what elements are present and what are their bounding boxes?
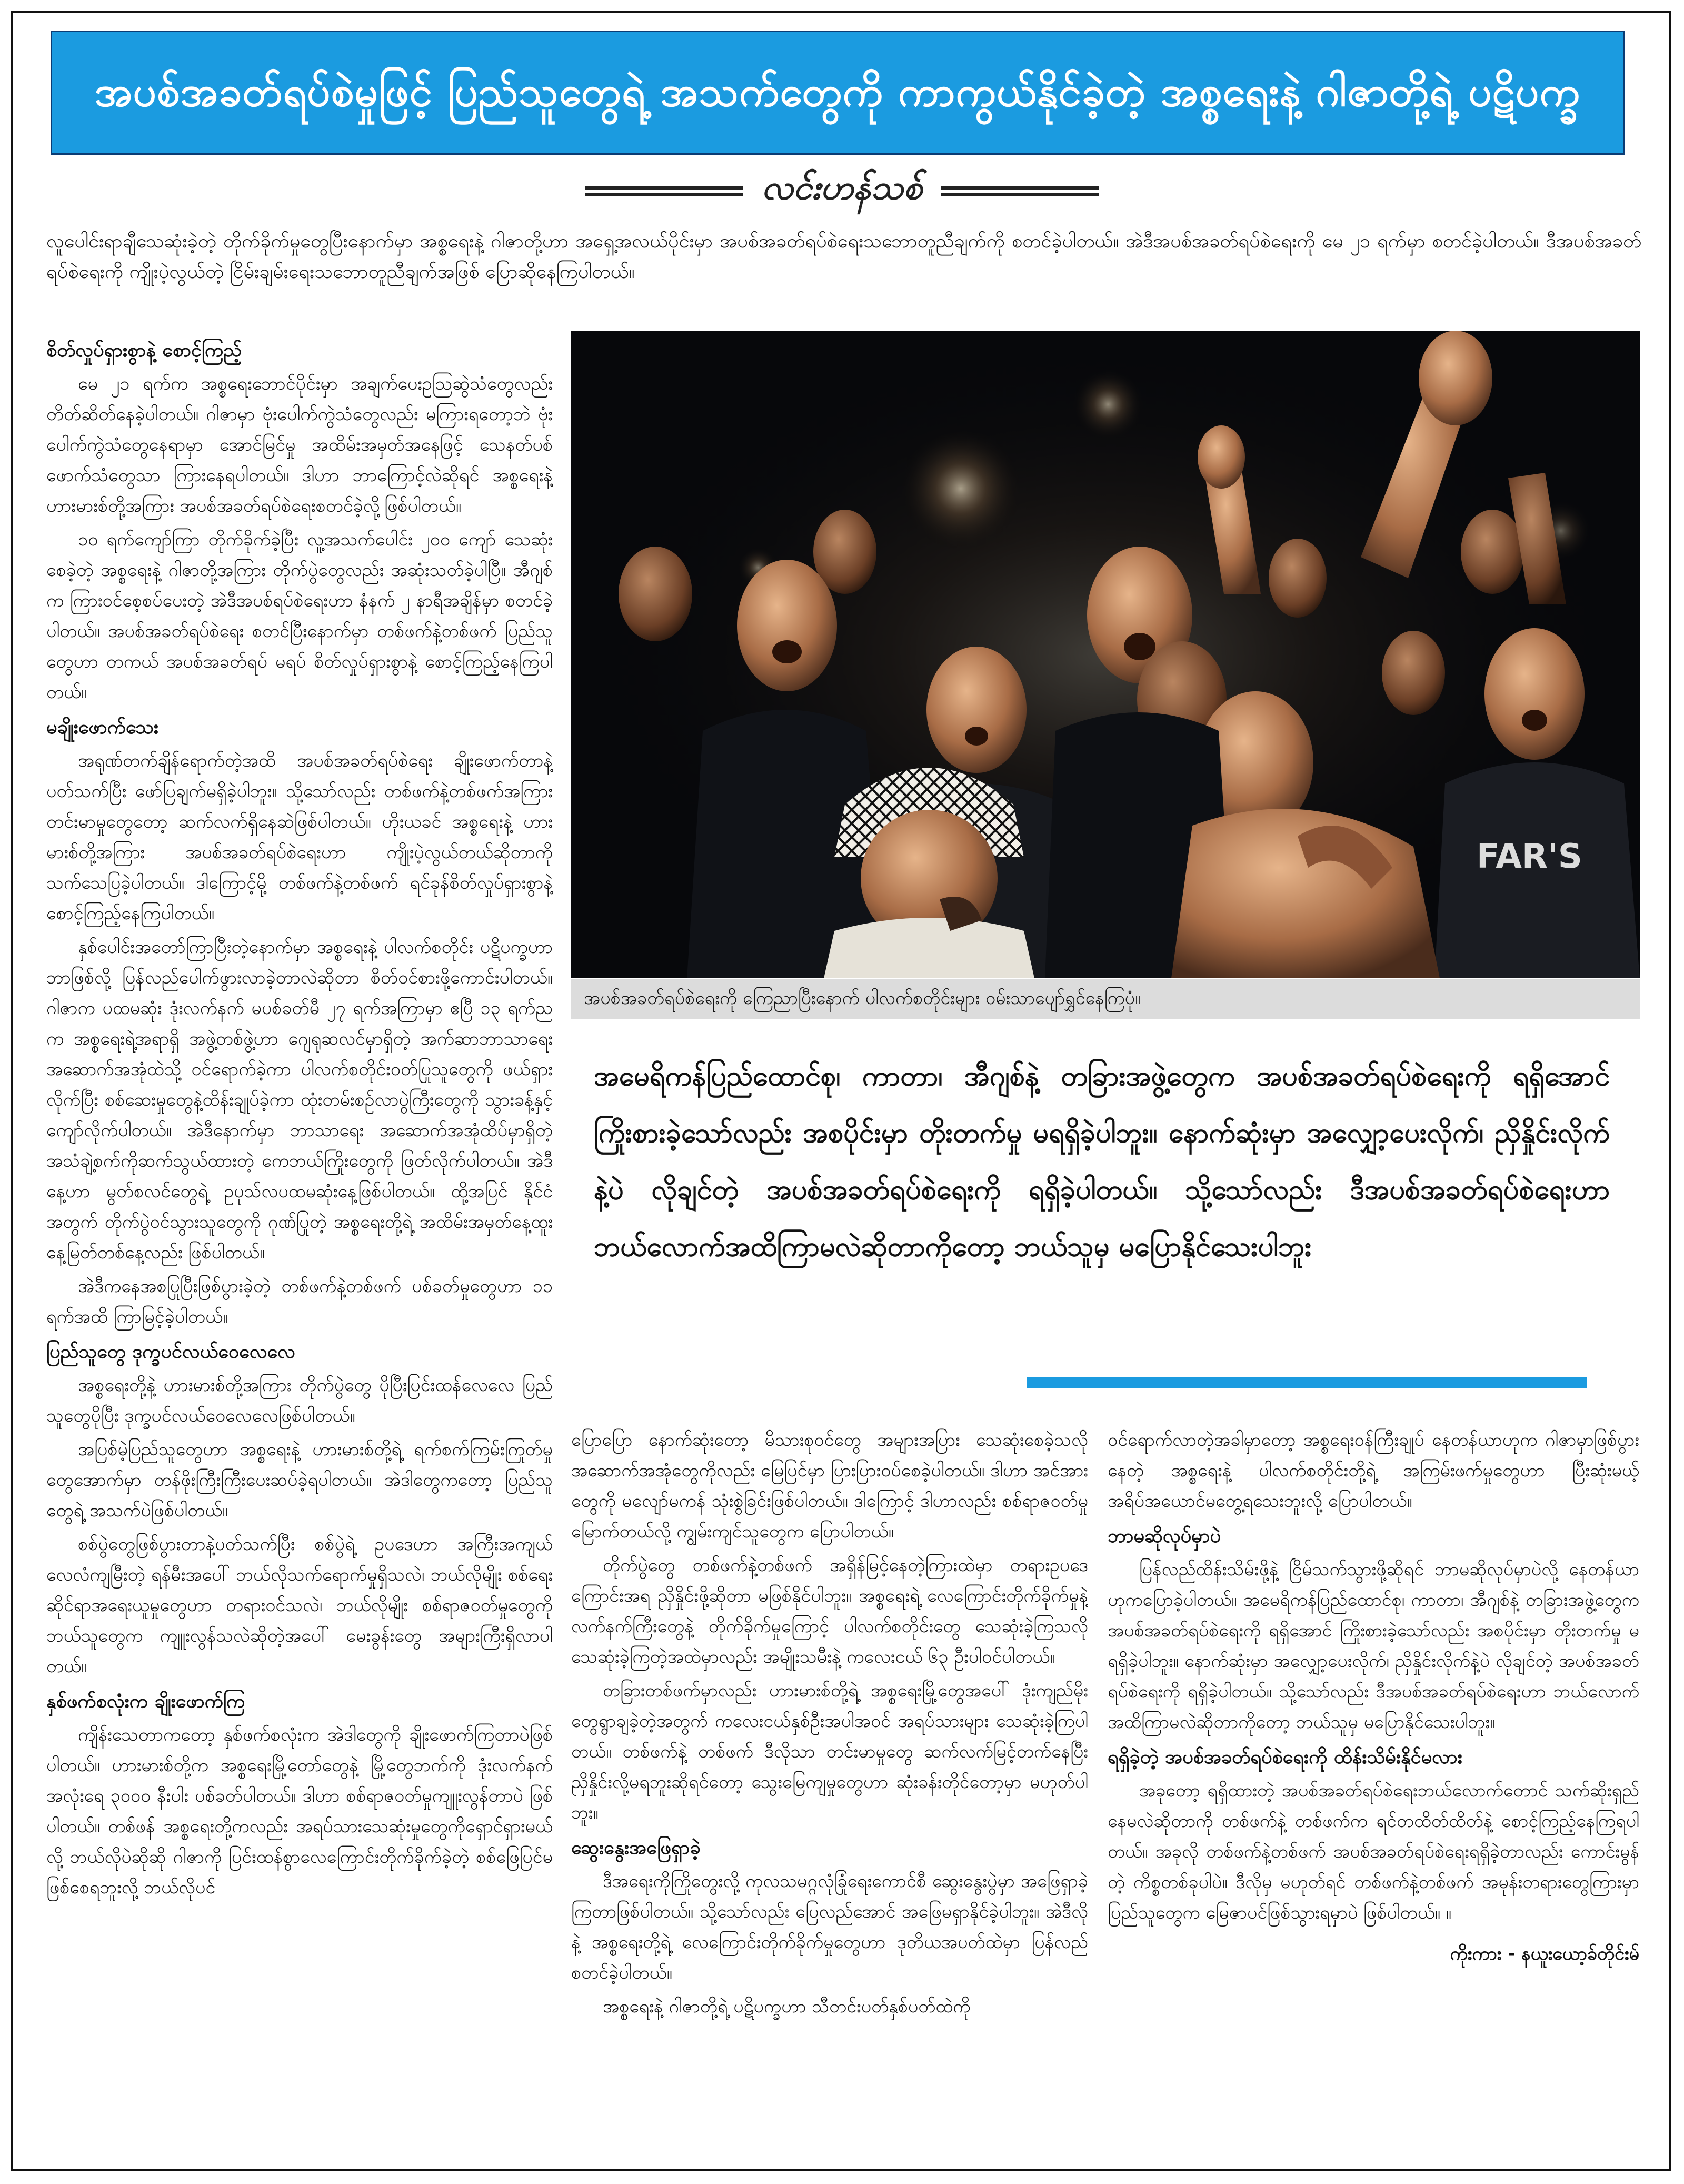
subheading: စိတ်လှုပ်ရှားစွာနဲ့ စောင့်ကြည့် — [46, 340, 242, 361]
paragraph: ကျိန်းသေတာကတော့ နှစ်ဖက်စလုံးက အဲဒါတွေကို ချိုးဖောက်ကြတာပဲဖြစ်ပါတယ်။ ဟားမားစ်တို့က အစ္စရေးမြို့တော်တွေနဲ့ မြို့တွေဘက်ကို ဒုံးလက်နက် အလုံးရေ ၃၀၀၀ နီးပါး ပစ်ခတ်ပါတယ်။ ဒါဟာ စစ်ရာဇဝတ်မှုကျူးလွန်တာပဲ ဖြစ်ပါတယ်။ တစ်ဖန် အစ္စရေးတို့ကလည်း အရပ်သားသေဆုံးမှုတွေကိုရှောင်ရှားမယ်လို့ ဘယ်လိုပဲဆိုဆို ဂါဇာကို ပြင်းထန်စွာလေကြောင်းတိုက်ခိုက်ခဲ့တဲ့ စစ်ဖြေပြင်မဖြစ်စေရဘူးလို့ ဘယ်လိုပင် — [46, 1724, 553, 1898]
paragraph: အခုတော့ ရရှိထားတဲ့ အပစ်အခတ်ရပ်စဲရေးဘယ်လောက်တောင် သက်ဆိုးရှည်နေမလဲဆိုတာကို တစ်ဖက်နဲ့ တစ်ဖက်က ရင်တထိတ်ထိတ်နဲ့ စောင့်ကြည့်နေကြရပါတယ်။ အခုလို တစ်ဖက်နဲ့တစ်ဖက် အပစ်အခတ်ရပ်စဲရေးရရှိခဲ့တာလည်း ကောင်းမွန်တဲ့ ကိစ္စတစ်ခုပါပဲ။ ဒီလိုမှ မဟုတ်ရင် တစ်ဖက်နဲ့တစ်ဖက် အမုန်းတရားတွေကြားမှာ ပြည်သူတွေက မြေဇာပင်ဖြစ်သွားရမှာပဲ ဖြစ်ပါတယ်။ ။ — [1108, 1780, 1639, 1923]
byline-rule-left — [585, 186, 743, 196]
subheading: ရရှိခဲ့တဲ့ အပစ်အခတ်ရပ်စဲရေးကို ထိန်းသိမ်းနိုင်မလား — [1108, 1746, 1462, 1768]
shirt-print: FAR'S — [1477, 837, 1582, 876]
source-credit: ကိုးကား - နယူးယော့ခ်တိုင်းမ် — [1450, 1943, 1639, 1964]
paragraph: နှစ်ပေါင်းအတော်ကြာပြီးတဲ့နောက်မှာ အစ္စရေးနဲ့ ပါလက်စတိုင်း ပဋိပက္ခဟာ ဘာဖြစ်လို့ ပြန်လည်ပေါက်ဖွားလာခဲ့တာလဲဆိုတာ စိတ်ဝင်စားဖို့ကောင်းပါတယ်။ ဂါဇာက ပထမဆုံး ဒုံးလက်နက် မပစ်ခတ်မီ ၂၇ ရက်အကြာမှာ ဧပြီ ၁၃ ရက်ညက အစ္စရေးရဲ့အရာရှိ အဖွဲ့တစ်ဖွဲ့ဟာ ဂျေရုဆလင်မှာရှိတဲ့ အက်ဆာဘာသာရေး အဆောက်အအုံထဲသို့ ဝင်ရောက်ခဲ့ကာ ပါလက်စတိုင်းဝတ်ပြုသူတွေကို ဖယ်ရှားလိုက်ပြီး စစ်ဆေးမှုတွေနဲ့ထိန်းချုပ်ခဲ့ကာ ထုံးတမ်းစဉ်လာပွဲကြီးတွေကို သွားခန့်နှင့်ကျော်လိုက်ပါတယ်။ အဲဒီနောက်မှာ ဘာသာရေး အဆောက်အအုံထိပ်မှာရှိတဲ့ အသံချဲ့စက်ကိုဆက်သွယ်ထားတဲ့ ကေဘယ်ကြိုးတွေကို ဖြတ်လိုက်ပါတယ်။ အဲဒီနေ့ဟာ မွတ်စလင်တွေရဲ့ ဥပုသ်လပထမဆုံးနေ့ဖြစ်ပါတယ်။ ထို့အပြင် နိုင်ငံအတွက် တိုက်ပွဲဝင်သွားသူတွေကို ဂုဏ်ပြုတဲ့ အစ္စရေးတို့ရဲ့ အထိမ်းအမှတ်နေ့ထူးနေ့မြတ်တစ်နေ့လည်း ဖြစ်ပါတယ်။ — [46, 937, 553, 1263]
byline: လင်းဟန်သစ် — [761, 168, 923, 207]
pull-quote-accent-bar — [1027, 1377, 1587, 1388]
middle-column — [571, 1425, 1088, 2157]
paragraph: တိုက်ပွဲတွေ တစ်ဖက်နဲ့တစ်ဖက် အရှိန်မြင့်နေတဲ့ကြားထဲမှာ တရားဥပဒေကြောင်းအရ ညှိနှိုင်းဖို့ဆိုတာ မဖြစ်နိုင်ပါဘူး။ အစ္စရေးရဲ့ လေကြောင်းတိုက်ခိုက်မှုနဲ့ လက်နက်ကြီးတွေနဲ့ တိုက်ခိုက်မှုကြောင့် ပါလက်စတိုင်းတွေ သေဆုံးခဲ့ကြသလို သေဆုံးခဲ့ကြတဲ့အထဲမှာလည်း အမျိုးသမီးနဲ့ ကလေးငယ် ၆၃ ဦးပါဝင်ပါတယ်။ — [571, 1555, 1088, 1667]
paragraph: ပြောပြော နောက်ဆုံးတော့ မိသားစုဝင်တွေ အများအပြား သေဆုံးစေခဲ့သလို အဆောက်အအုံတွေကိုလည်း မြေပြင်မှာ ပြားပြားဝပ်စေခဲ့ပါတယ်။ ဒါဟာ အင်အားတွေကို မလျော်မကန် သုံးစွဲခြင်းဖြစ်ပါတယ်။ ဒါကြောင့် ဒါဟာလည်း စစ်ရာဇဝတ်မှုမြောက်တယ်လို့ ကျွမ်းကျင်သူတွေက ပြောပါတယ်။ — [571, 1429, 1088, 1542]
subheading: ပြည်သူတွေ ဒုက္ခပင်လယ်ဝေလေလေ — [46, 1341, 295, 1363]
paragraph: မေ ၂၁ ရက်က အစ္စရေးဘောင်ပိုင်းမှာ အချက်ပေးဥသြဆွဲသံတွေလည်း တိတ်ဆိတ်နေခဲ့ပါတယ်။ ဂါဇာမှာ ဗုံးပေါက်ကွဲသံတွေလည်း မကြားရတော့ဘဲ ဗုံးပေါက်ကွဲသံတွေနေရာမှာ အောင်မြင်မှု အထိမ်းအမှတ်အနေဖြင့် သေနတ်ပစ်ဖောက်သံတွေသာ ကြားနေရပါတယ်။ ဒါဟာ ဘာကြောင့်လဲဆိုရင် အစ္စရေးနဲ့ ဟားမားစ်တို့အကြား အပစ်အခတ်ရပ်စဲရေးစတင်ခဲ့လို့ဖြစ်ပါတယ်။ — [46, 373, 553, 517]
paragraph: ဝင်ရောက်လာတဲ့အခါမှာတော့ အစ္စရေးဝန်ကြီးချုပ် နေတန်ယာဟုက ဂါဇာမှာဖြစ်ပွားနေတဲ့ အစ္စရေးနဲ့ ပါလက်စတိုင်းတို့ရဲ့ အကြမ်းဖက်မှုတွေဟာ ပြီးဆုံးမယ့် အရိပ်အယောင်မတွေ့ရသေးဘူးလို့ ပြောပါတယ်။ — [1108, 1429, 1639, 1512]
paragraph: ၁၀ ရက်ကျော်ကြာ တိုက်ခိုက်ခဲ့ပြီး လူ့အသက်ပေါင်း ၂၀၀ ကျော် သေဆုံးစေခဲ့တဲ့ အစ္စရေးနဲ့ ဂါဇာတို့အကြား တိုက်ပွဲတွေလည်း အဆုံးသတ်ခဲ့ပါပြီ။ အီဂျစ်က ကြားဝင်စေ့စပ်ပေးတဲ့ အဲဒီအပစ်ရပ်စဲရေးဟာ နံနက် ၂ နာရီအချိန်မှာ စတင်ခဲ့ပါတယ်။ အပစ်အခတ်ရပ်စဲရေး စတင်ပြီးနောက်မှာ တစ်ဖက်နဲ့တစ်ဖက် ပြည်သူတွေဟာ တကယ် အပစ်အခတ်ရပ် မရပ် စိတ်လှုပ်ရှားစွာနဲ့ စောင့်ကြည့်နေကြပါတယ်။ — [46, 529, 553, 703]
subheading: ဆွေးနွေးအဖြေရှာခဲ့ — [571, 1837, 701, 1859]
paragraph: တခြားတစ်ဖက်မှာလည်း ဟားမားစ်တို့ရဲ့ အစ္စရေးမြို့တွေအပေါ် ဒုံးကျည်မိုးတွေရွာချခဲ့တဲ့အတွက် ကလေးငယ်နှစ်ဦးအပါအဝင် အရပ်သားများ သေဆုံးခဲ့ကြပါတယ်။ တစ်ဖက်နဲ့ တစ်ဖက် ဒီလိုသာ တင်းမာမှုတွေ ဆက်လက်မြင့်တက်နေပြီး ညှိနှိုင်းလို့မရဘူးဆိုရင်တော့ သွေးမြေကျမှုတွေဟာ ဆုံးခန်းတိုင်တော့မှာ မဟုတ်ပါဘူး။ — [571, 1680, 1088, 1823]
paragraph: အစ္စရေးနဲ့ ဂါဇာတို့ရဲ့ ပဋိပက္ခဟာ သီတင်းပတ်နှစ်ပတ်ထဲကို — [603, 1996, 971, 2017]
byline-row — [0, 167, 1684, 215]
lede-paragraph: လူပေါင်းရာချီသေဆုံးခဲ့တဲ့ တိုက်ခိုက်မှုတွေပြီးနောက်မှာ အစ္စရေးနဲ့ ဂါဇာတို့ဟာ အရှေ့အလယ်ပိုင်းမှာ အပစ်အခတ်ရပ်စဲရေးသဘောတူညီချက်ကို စတင်ခဲ့ပါတယ်။ အဲဒီအပစ်အခတ်ရပ်စဲရေးကို မေ ၂၁ ရက်မှာ စတင်ခဲ့ပါတယ်။ ဒီအပစ်အခတ်ရပ်စဲရေးကို ကျိုးပဲ့လွယ်တဲ့ ငြိမ်းချမ်းရေးသဘောတူညီချက်အဖြစ် ပြောဆိုနေကြပါတယ်။ — [46, 231, 1641, 283]
right-column — [1108, 1425, 1639, 2157]
byline-rule-right — [941, 186, 1099, 196]
headline-banner — [51, 31, 1625, 155]
photo-caption-box — [571, 979, 1640, 1019]
headline: အပစ်အခတ်ရပ်စဲမှုဖြင့် ပြည်သူတွေရဲ့ အသက်တွေကို ကာကွယ်နိုင်ခဲ့တဲ့ အစ္စရေးနဲ့ ဂါဇာတို့ရဲ့ ပဋိပက္ခ — [95, 68, 1580, 116]
paragraph: အဲဒီကနေအစပြုပြီးဖြစ်ပွားခဲ့တဲ့ တစ်ဖက်နဲ့တစ်ဖက် ပစ်ခတ်မှုတွေဟာ ၁၁ ရက်အထိ ကြာမြင့်ခဲ့ပါတယ်။ — [46, 1276, 553, 1327]
subheading: မချိုးဖောက်သေး — [46, 717, 159, 738]
photo-caption: အပစ်အခတ်ရပ်စဲရေးကို ကြေညာပြီးနောက် ပါလက်စတိုင်းများ ဝမ်းသာပျော်ရွှင်နေကြပုံ။ — [584, 987, 1141, 1009]
paragraph: အပြစ်မဲ့ပြည်သူတွေဟာ အစ္စရေးနဲ့ ဟားမားစ်တို့ရဲ့ ရက်စက်ကြမ်းကြုတ်မှုတွေအောက်မှာ တန်ဖိုးကြီးကြီးပေးဆပ်ခဲ့ရပါတယ်။ အဲဒါတွေကတော့ ပြည်သူတွေရဲ့ အသက်ပဲဖြစ်ပါတယ်။ — [46, 1439, 553, 1521]
paragraph: ပြန်လည်ထိန်းသိမ်းဖို့နဲ့ ငြိမ်သက်သွားဖို့ဆိုရင် ဘာမဆိုလုပ်မှာပဲလို့ နေတန်ယာဟုကပြောခဲ့ပါတယ်။ အမေရိကန်ပြည်ထောင်စု၊ ကာတာ၊ အီဂျစ်နဲ့ တခြားအဖွဲ့တွေက အပစ်အခတ်ရပ်စဲရေးကို ရရှိအောင် ကြိုးစားခဲ့သော်လည်း အစပိုင်းမှာ တိုးတက်မှု မရရှိခဲ့ပါဘူး။ နောက်ဆုံးမှာ အလျှော့ပေးလိုက်၊ ညှိနှိုင်းလိုက်နဲ့ပဲ လိုချင်တဲ့ အပစ်အခတ်ရပ်စဲရေးကို ရရှိခဲ့ပါတယ်။ သို့သော်လည်း ဒီအပစ်အခတ်ရပ်စဲရေးဟာ ဘယ်လောက်အထိကြာမလဲဆိုတာကိုတော့ ဘယ်သူမှ မပြောနိုင်သေးပါဘူး။ — [1108, 1559, 1639, 1733]
pull-quote: အမေရိကန်ပြည်ထောင်စု၊ ကာတာ၊ အီဂျစ်နဲ့ တခြားအဖွဲ့တွေက အပစ်အခတ်ရပ်စဲရေးကို ရရှိအောင် ကြိုးစားခဲ့သော်လည်း အစပိုင်းမှာ တိုးတက်မှု မရရှိခဲ့ပါဘူး။ နောက်ဆုံးမှာ အလျှော့ပေးလိုက်၊ ညှိနှိုင်းလိုက်နဲ့ပဲ လိုချင်တဲ့ အပစ်အခတ်ရပ်စဲရေးကို ရရှိခဲ့ပါတယ်။ သို့သော်လည်း ဒီအပစ်အခတ်ရပ်စဲရေးဟာ ဘယ်လောက်အထိကြာမလဲဆိုတာကိုတော့ ဘယ်သူမှ မပြောနိုင်သေးပါဘူး — [594, 1060, 1610, 1263]
paragraph: ဒီအရေးကိုကြိုတွေးလို့ ကုလသမဂ္ဂလုံခြုံရေးကောင်စီ ဆွေးနွေးပွဲမှာ အဖြေရှာခဲ့ကြတာဖြစ်ပါတယ်။ သို့သော်လည်း ပြေလည်အောင် အဖြေမရှာနိုင်ခဲ့ပါဘူး။ အဲဒီလိုနဲ့ အစ္စရေးတို့ရဲ့ လေကြောင်းတိုက်ခိုက်မှုတွေဟာ ဒုတိယအပတ်ထဲမှာ ပြန်လည်စတင်ခဲ့ပါတယ်။ — [571, 1871, 1088, 1983]
crowd-celebration-illustration — [571, 331, 1640, 978]
left-column — [46, 331, 553, 2137]
subheading: နှစ်ဖက်စလုံးက ချိုးဖောက်ကြ — [46, 1691, 245, 1712]
news-photo — [571, 331, 1640, 978]
subheading: ဘာမဆိုလုပ်မှာပဲ — [1108, 1525, 1221, 1547]
paragraph: အစ္စရေးတို့နဲ့ ဟားမားစ်တို့အကြား တိုက်ပွဲတွေ ပိုပြီးပြင်းထန်လေလေ ပြည်သူတွေပိုပြီး ဒုက္ခပင်လယ်ဝေလေလေဖြစ်ပါတယ်။ — [46, 1375, 553, 1426]
paragraph: အရုဏ်တက်ချိန်ရောက်တဲ့အထိ အပစ်အခတ်ရပ်စဲရေး ချိုးဖောက်တာနဲ့ပတ်သက်ပြီး ဖော်ပြချက်မရှိခဲ့ပါဘူး။ သို့သော်လည်း တစ်ဖက်နဲ့တစ်ဖက်အကြား တင်းမာမှုတွေတော့ ဆက်လက်ရှိနေဆဲဖြစ်ပါတယ်။ ဟိုးယခင် အစ္စရေးနဲ့ ဟားမားစ်တို့အကြား အပစ်အခတ်ရပ်စဲရေးဟာ ကျိုးပဲ့လွယ်တယ်ဆိုတာကို သက်သေပြခဲ့ပါတယ်။ ဒါကြောင့်မို့ တစ်ဖက်နဲ့တစ်ဖက် ရင်ခုန်စိတ်လှုပ်ရှားစွာနဲ့ စောင့်ကြည့်နေကြပါတယ်။ — [46, 750, 553, 924]
paragraph: စစ်ပွဲတွေဖြစ်ပွားတာနဲ့ပတ်သက်ပြီး စစ်ပွဲရဲ့ ဥပဒေဟာ အကြီးအကျယ်လေလံကျမြီးတဲ့ ရန်မီးအပေါ် ဘယ်လိုသက်ရောက်မှုရှိသလဲ၊ ဘယ်လိုမျိုး စစ်ရေးဆိုင်ရာအရေးယူမှုတွေဟာ တရားဝင်သလဲ၊ ဘယ်လိုမျိုး စစ်ရာဇဝတ်မှုတွေကို ဘယ်သူတွေက ကျူးလွန်သလဲဆိုတဲ့အပေါ် မေးခွန်းတွေ အများကြီးရှိလာပါတယ်။ — [46, 1534, 553, 1677]
